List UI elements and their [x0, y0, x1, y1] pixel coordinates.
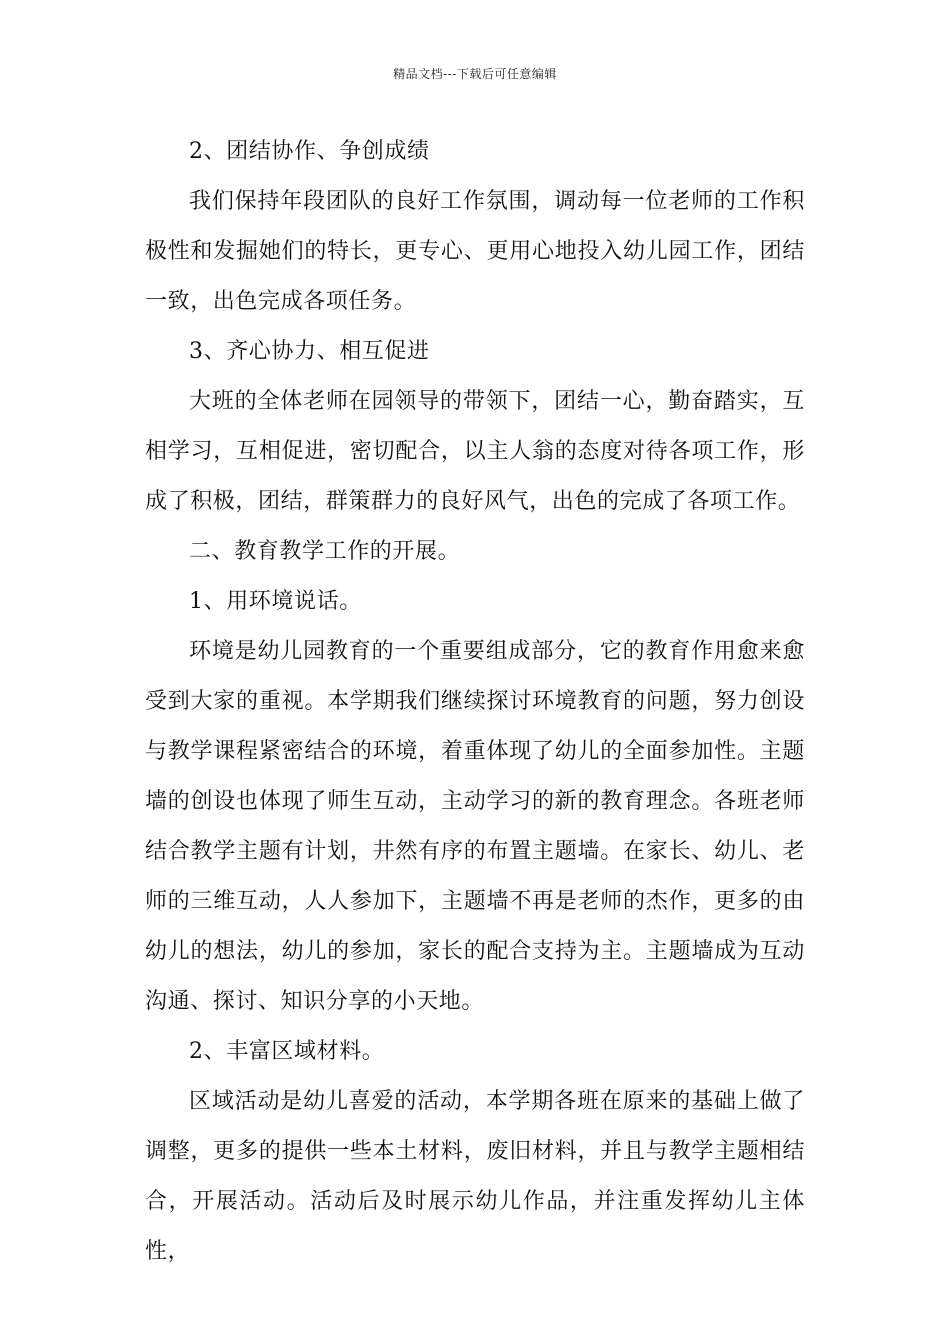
document-body — [145, 127, 805, 1277]
section-heading-education-work: 二、教育教学工作的开展。 — [189, 539, 461, 564]
page-header: 精品文档---下载后可任意编辑 — [393, 67, 557, 81]
section-heading-environment: 1、用环境说话。 — [189, 589, 362, 614]
paragraph-environment-education: 环境是幼儿园教育的一个重要组成部分，它的教育作用愈来愈受到大家的重视。本学期我们继续探讨环境教育的问题，努力创设与教学课程紧密结合的环境，着重体现了幼儿的全面参加性。主题墙的创设也体现了师生互动，主动学习的新的教育理念。各班老师结合教学主题有计划，井然有序的布置主题墙。在家长、幼儿、老师的三维互动，人人参加下，主题墙不再是老师的杰作，更多的由幼儿的想法，幼儿的参加，家长的配合支持为主。主题墙成为互动沟通、探讨、知识分享的小天地。 — [145, 639, 805, 1014]
paragraph-teachers-collaboration: 大班的全体老师在园领导的带领下，团结一心，勤奋踏实，互相学习，互相促进，密切配合，以主人翁的态度对待各项工作，形成了积极，团结，群策群力的良好风气，出色的完成了各项工作。 — [145, 389, 805, 514]
section-heading-cooperation: 3、齐心协力、相互促进 — [189, 339, 430, 364]
paragraph-team-atmosphere: 我们保持年段团队的良好工作氛围，调动每一位老师的工作积极性和发掘她们的特长，更专心、更用心地投入幼儿园工作，团结一致，出色完成各项任务。 — [145, 189, 805, 314]
paragraph-area-activities: 区域活动是幼儿喜爱的活动，本学期各班在原来的基础上做了调整，更多的提供一些本土材料，废旧材料，并且与教学主题相结合，开展活动。活动后及时展示幼儿作品，并注重发挥幼儿主体性， — [145, 1089, 805, 1264]
section-heading-area-materials: 2、丰富区域材料。 — [189, 1039, 385, 1064]
section-heading-unity: 2、团结协作、争创成绩 — [189, 139, 430, 164]
